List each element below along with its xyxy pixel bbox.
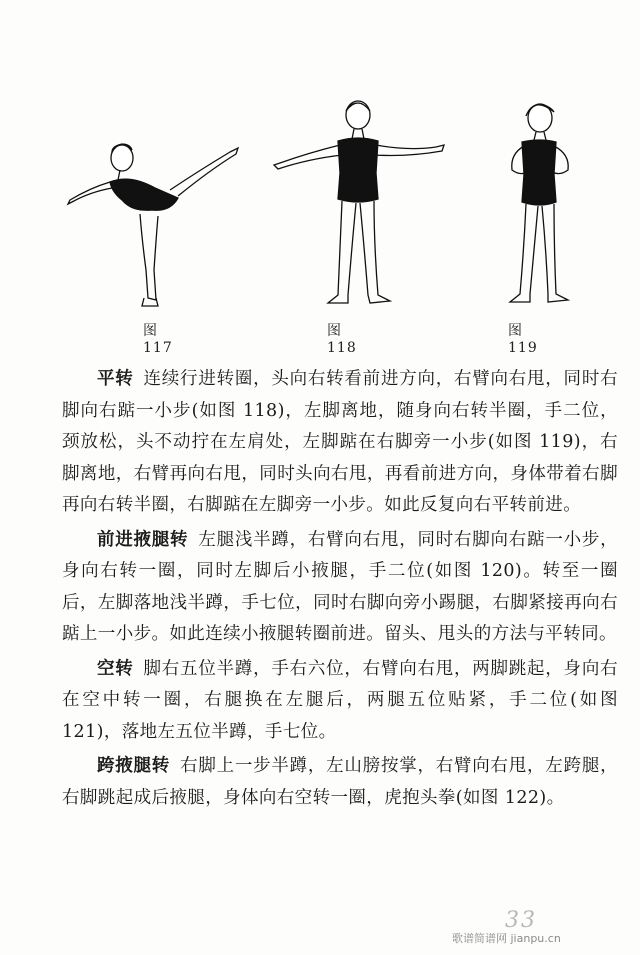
paragraph-air-turn xyxy=(62,654,618,749)
paragraph-flat-turn xyxy=(62,364,618,522)
paragraph-text: 左腿浅半蹲，右臂向右甩，同时右脚向右踮一小步，身向右转一圈，同时左脚后小掖腿，手二位(如图 120)。转至一圈后，左脚落地浅半蹲，手七位，同时右脚向旁小踢腿，右脚紧接再向右踮上一小步。如此连续小掖腿转圈前进。留头、甩头的方法与平转同。 xyxy=(62,529,619,644)
dancer-arabesque-illustration xyxy=(60,130,270,320)
paragraph-text: 连续行进转圈，头向右转看前进方向，右臂向右甩，同时右脚向右踮一小步(如图 118)，左脚离地，随身向右转半圈，手二位，颈放松，头不动拧在左肩处，左脚踮在右脚旁一小步(如图 119)，右脚离地，右臂再向右甩，同时头向右甩，再看前进方向，身体带着右脚再向右转半圈，右脚踮在左脚旁一小步。如此反复向右平转前进。 xyxy=(62,369,618,515)
term-air-turn: 空转 xyxy=(97,658,134,679)
term-straddle-tuck-turn: 跨掖腿转 xyxy=(97,756,171,776)
body-text xyxy=(62,364,618,817)
paragraph-forward-tuck-turn xyxy=(62,525,618,651)
page-number: 33 xyxy=(505,908,537,933)
paragraph-text: 脚右五位半蹲，手右六位，右臂向右甩，两脚跳起，身向右在空中转一圈，右腿换在左腿后，两腿五位贴紧，手二位(如图 121)，落地左五位半蹲，手七位。 xyxy=(62,658,618,742)
figure-118-caption: 图 118 xyxy=(327,323,357,356)
figure-119-caption: 图 119 xyxy=(508,323,538,356)
figure-117-caption: 图 117 xyxy=(143,323,173,356)
dancer-arms-bent-illustration xyxy=(490,98,585,313)
watermark: 歌谱简谱网 jianpu.cn xyxy=(452,932,561,945)
term-flat-turn: 平转 xyxy=(97,369,134,389)
paragraph-straddle-tuck-turn xyxy=(62,751,618,814)
dancer-arms-open-illustration xyxy=(268,95,448,315)
paragraph-text: 右脚上一步半蹲，左山膀按掌，右臂向右甩，左跨腿，右脚跳起成后掖腿，身体向右空转一圈，虎抱头拳(如图 122)。 xyxy=(62,756,618,808)
term-forward-tuck-turn: 前进掖腿转 xyxy=(97,529,189,550)
